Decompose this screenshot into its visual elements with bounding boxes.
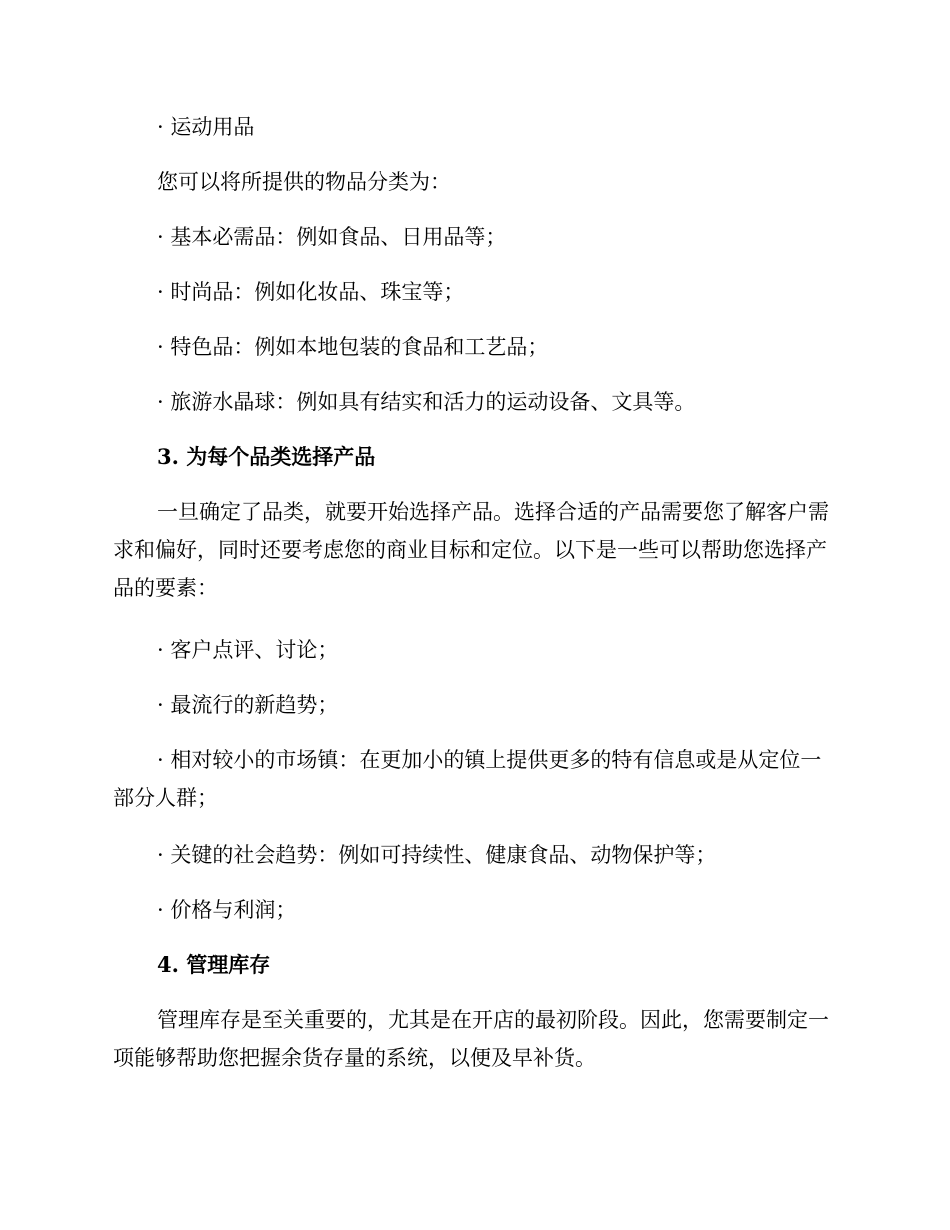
factor-item-small-towns: · 相对较小的市场镇：在更加小的镇上提供更多的特有信息或是从定位一部分人群； [113,748,822,810]
category-item-specialty: · 特色品：例如本地包装的食品和工艺品； [157,335,549,359]
factor-item-social-trends: · 关键的社会趋势：例如可持续性、健康食品、动物保护等； [157,843,717,867]
list-item-sports-goods: · 运动用品 [157,115,255,139]
categories-intro: 您可以将所提供的物品分类为： [157,170,451,194]
category-item-essentials: · 基本必需品：例如食品、日用品等； [157,225,507,249]
section-4-paragraph: 管理库存是至关重要的，尤其是在开店的最初阶段。因此，您需要制定一项能够帮助您把握余货存量的系统，以便及早补货。 [113,1008,829,1070]
section-3-heading: 3. 为每个品类选择产品 [157,444,376,469]
section-3-paragraph: 一旦确定了品类，就要开始选择产品。选择合适的产品需要您了解客户需求和偏好，同时还要考虑您的商业目标和定位。以下是一些可以帮助您选择产品的要素： [113,500,829,600]
category-item-fashion: · 时尚品：例如化妆品、珠宝等； [157,280,465,304]
category-item-travel-crystal-ball: · 旅游水晶球：例如具有结实和活力的运动设备、文具等。 [157,390,696,414]
section-4-heading: 4. 管理库存 [157,952,271,977]
factor-item-price-profit: · 价格与利润； [157,898,297,922]
factor-item-trends: · 最流行的新趋势； [157,693,339,717]
factor-item-reviews: · 客户点评、讨论； [157,638,339,662]
